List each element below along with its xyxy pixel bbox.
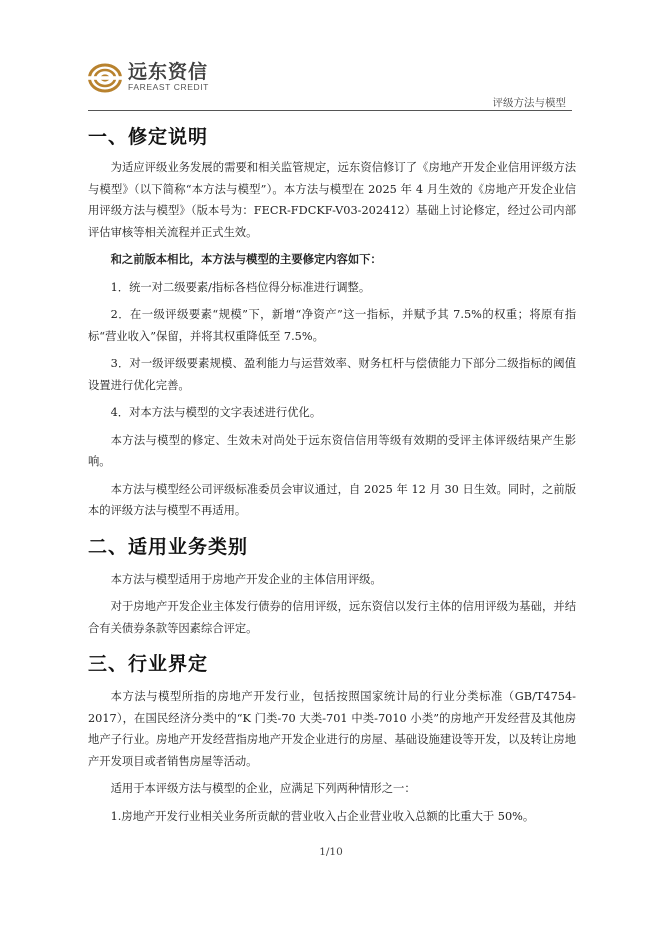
list-item: 1．统一对二级要素/指标各档位得分标准进行调整。 <box>110 280 371 294</box>
page-number: 1/10 <box>319 846 343 858</box>
paragraph: 本方法与模型所指的房地产开发行业，包括按照国家统计局的行业分类标准（GB/T4754-2017），在国民经济分类中的“K 门类-70 大类-701 中类-7010 小类”的房地产开发经营及其他房地产子行业。房地产开发经营指房地产开发企业进行的房屋、基础设施建设等开发，以及转让房地产开发项目或者销售房屋等活动。 <box>88 690 576 768</box>
paragraph: 对于房地产开发企业主体发行债券的信用评级，远东资信以发行主体的信用评级为基础，并结合有关债券条款等因素综合评定。 <box>88 600 576 635</box>
section-title: 三、行业界定 <box>88 653 209 675</box>
logo-chinese-name: 远东资信 <box>128 61 209 83</box>
header-divider <box>88 110 572 111</box>
paragraph: 本方法与模型的修定、生效未对尚处于远东资信信用等级有效期的受评主体评级结果产生影响。 <box>88 433 576 468</box>
logo-english-name: FAREAST CREDIT <box>128 82 209 92</box>
fareast-logo-icon <box>88 63 122 93</box>
paragraph: 本方法与模型适用于房地产开发企业的主体信用评级。 <box>110 572 382 586</box>
section-revision-notes <box>88 122 576 522</box>
section-title: 二、适用业务类别 <box>88 535 249 558</box>
page-header <box>0 0 662 120</box>
list-item: 4．对本方法与模型的文字表述进行优化。 <box>110 406 322 419</box>
list-item: 2．在一级评级要素“规模”下，新增“净资产”这一指标，并赋予其 7.5%的权重；将原有指标“营业收入”保留，并将其权重降低至 7.5%。 <box>88 308 576 343</box>
document-type-label: 评级方法与模型 <box>492 97 566 109</box>
list-item: 3．对一级评级要素规模、盈利能力与运营效率、财务杠杆与偿债能力下部分二级指标的阈值设置进行优化完善。 <box>88 357 576 392</box>
paragraph: 适用于本评级方法与模型的企业，应满足下列两种情形之一： <box>110 782 416 795</box>
paragraph: 本方法与模型经公司评级标准委员会审议通过，自 2025 年 12 月 30 日生效。同时，之前版本的评级方法与模型不再适用。 <box>88 482 576 517</box>
company-logo <box>88 62 209 93</box>
paragraph: 为适应评级业务发展的需要和相关监管规定，远东资信修订了《房地产开发企业信用评级方法与模型》（以下简称“本方法与模型”）。本方法与模型在 2025 年 4 月生效的《房地产开发企业信用评级方法与模型》（版本号为：FECR-FDCKF-V03-202412）基础上讨论修定，经过公司内部评估审核等相关流程并正式生效。 <box>88 161 576 239</box>
document-body <box>88 118 576 827</box>
section-title: 一、修定说明 <box>88 126 209 148</box>
section-industry-definition <box>88 649 576 827</box>
section-applicable-business <box>88 532 576 640</box>
paragraph-bold: 和之前版本相比，本方法与模型的主要修定内容如下： <box>110 252 382 266</box>
list-item: 1.房地产开发行业相关业务所贡献的营业收入占企业营业收入总额的比重大于 50%。 <box>110 809 535 823</box>
